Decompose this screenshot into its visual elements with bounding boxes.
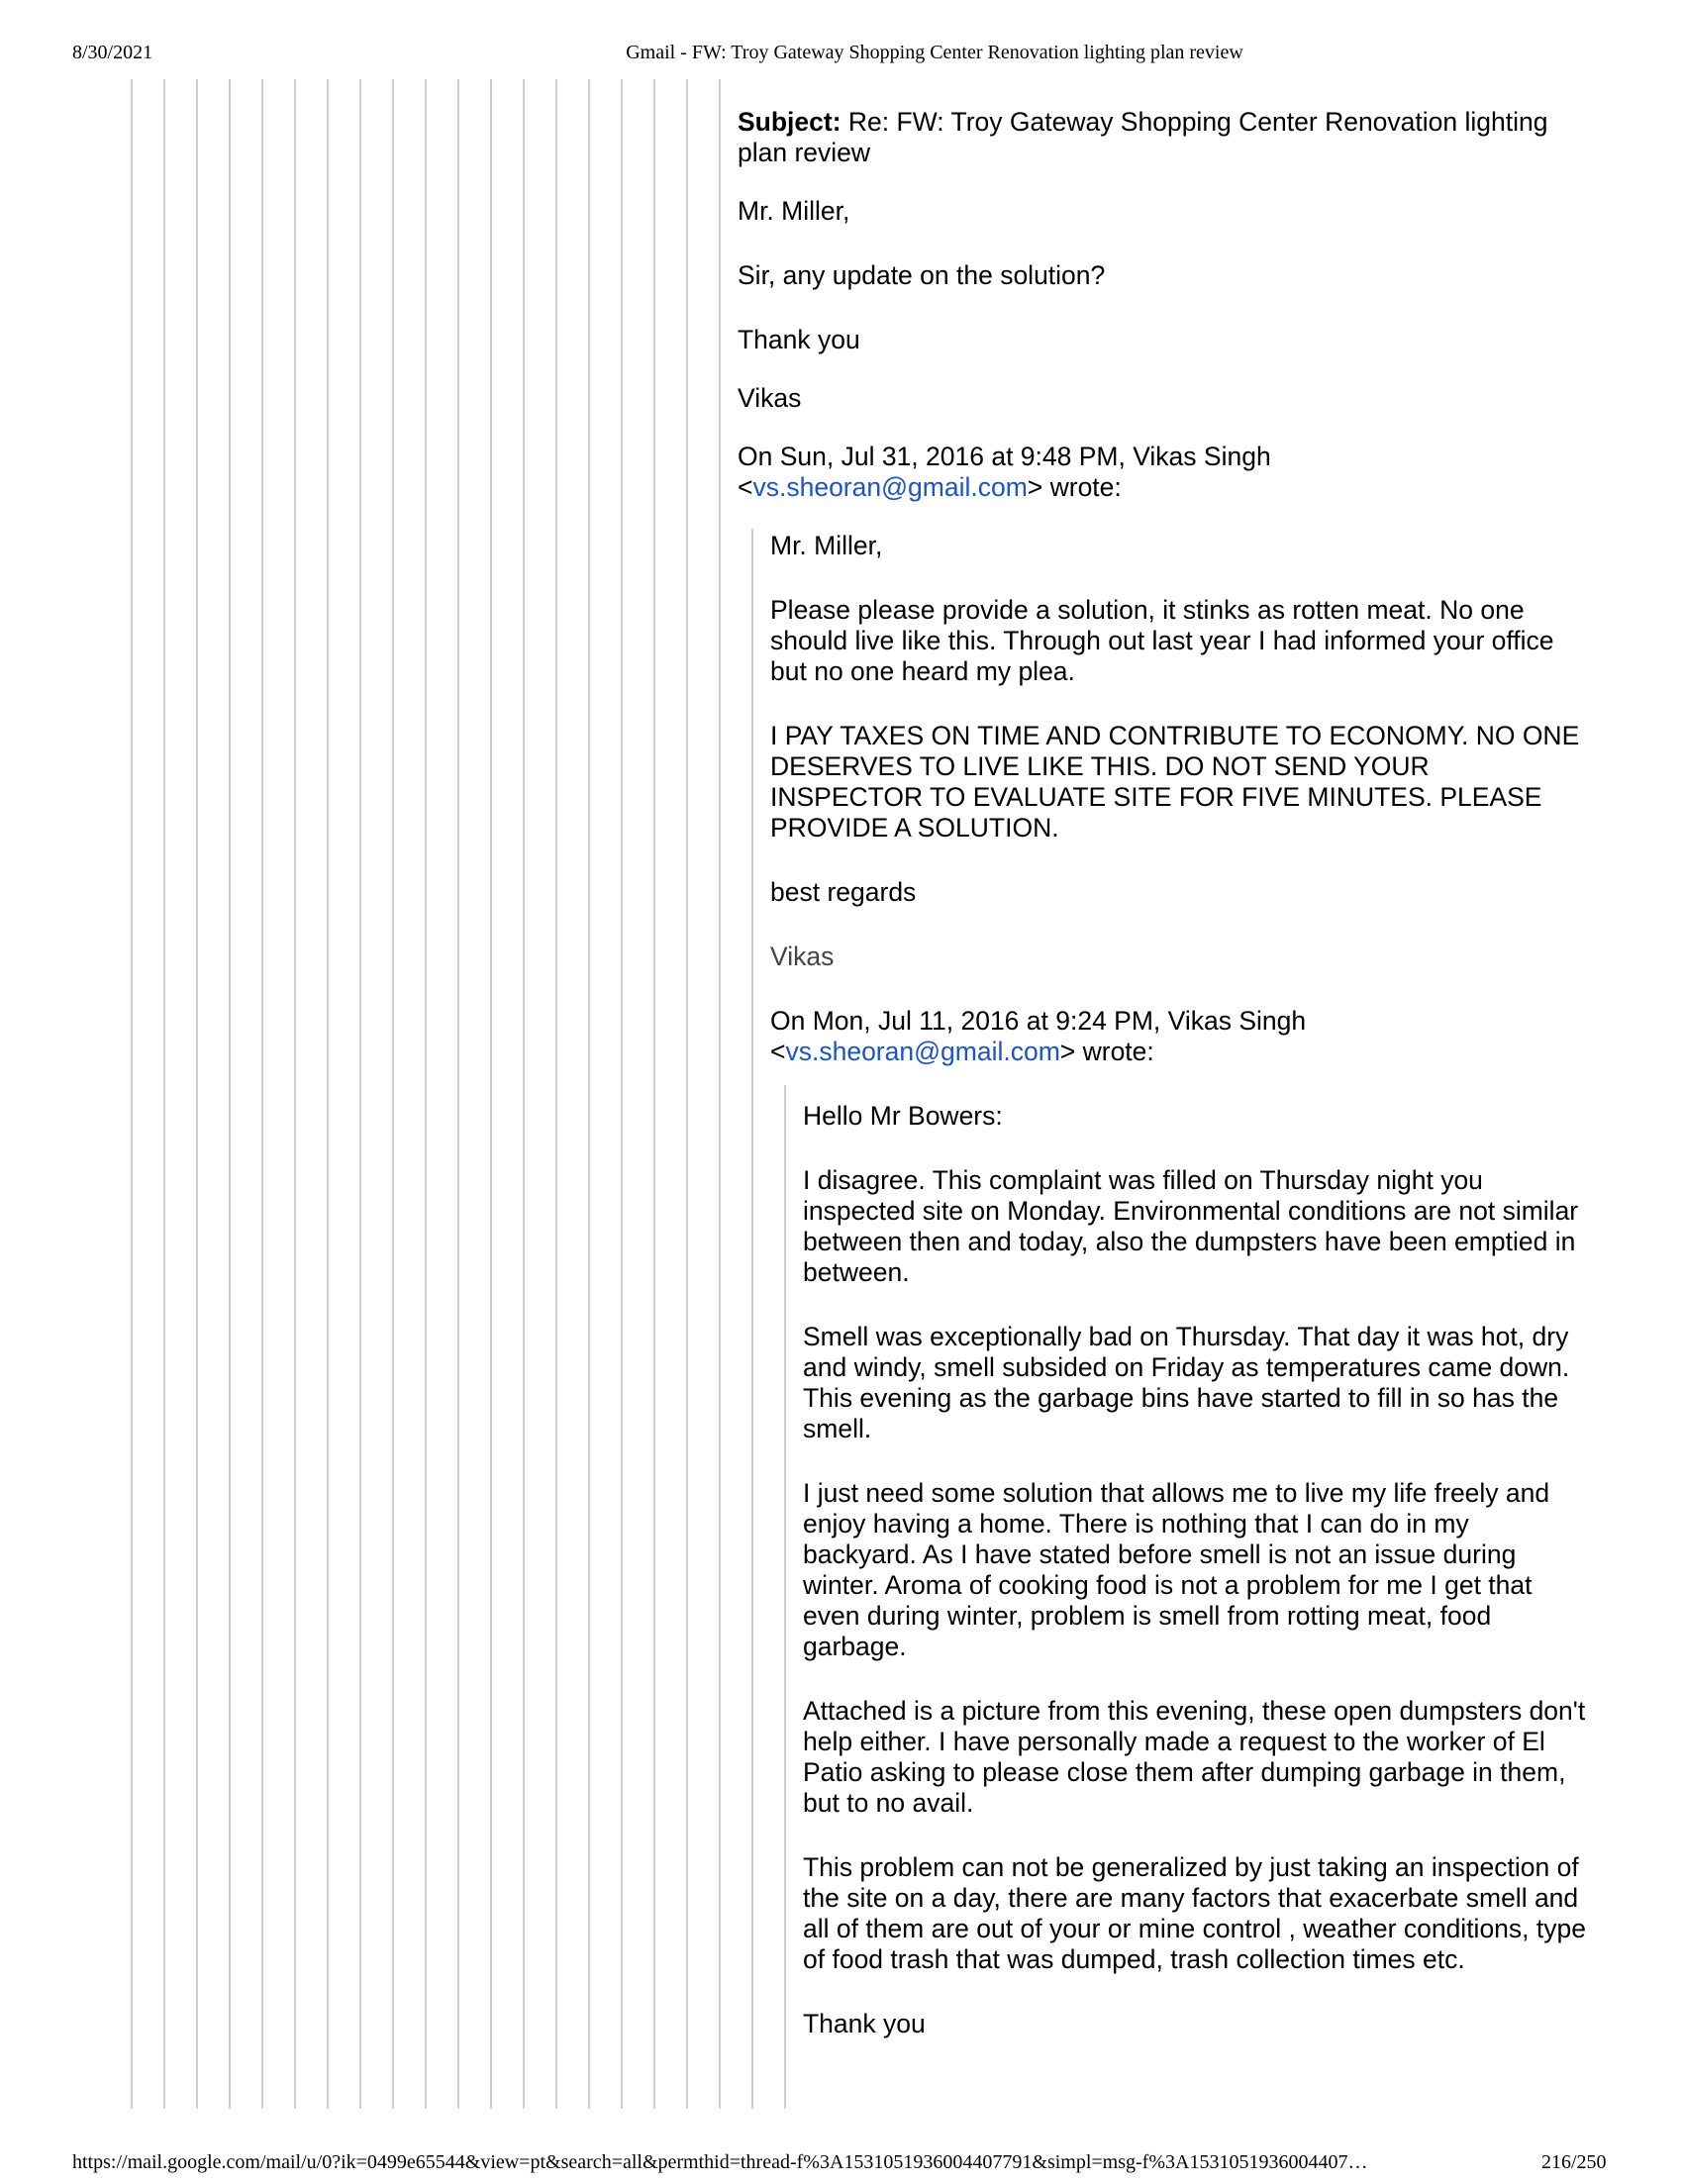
paragraph: I PAY TAXES ON TIME AND CONTRIBUTE TO ECONOMY. NO ONE DESERVES TO LIVE LIKE THIS. DO NOT SEND YOUR INSPECTOR TO EVALUATE SITE FOR FIVE MINUTES. PLEASE PROVIDE A SOLUTION. xyxy=(770,721,1580,843)
attribution-wrote: wrote: xyxy=(1049,472,1122,502)
print-header xyxy=(0,42,1683,67)
closing: Thank you xyxy=(803,2009,926,2038)
quote-rule xyxy=(425,79,427,2109)
quoted-message-2 xyxy=(803,1101,1589,2039)
reply-attribution: On Sun, Jul 31, 2016 at 9:48 PM, Vikas Singh <vs.sheoran@gmail.com> wrote: xyxy=(738,442,1271,502)
paragraph: I just need some solution that allows me to live my life freely and enjoy having a home. There is nothing that I can do in my backyard. As I have stated before smell is not an issue during winter. Aroma of cooking food is not a problem for me I get that even during winter, problem is smell from rotting meat, food garbage. xyxy=(803,1478,1550,1661)
paragraph: This problem can not be generalized by just taking an inspection of the site on a day, there are many factors that exacerbate smell and all of them are out of your or mine control , weather conditions, type of food trash that was dumped, trash collection times etc. xyxy=(803,1852,1586,1974)
greeting: Hello Mr Bowers: xyxy=(803,1101,1003,1131)
quote-rule xyxy=(294,79,296,2109)
email-message xyxy=(738,107,1589,2073)
reply-attribution: On Mon, Jul 11, 2016 at 9:24 PM, Vikas Singh <vs.sheoran@gmail.com> wrote: xyxy=(770,1006,1307,1066)
quote-rule xyxy=(359,79,361,2109)
attribution-text: On Sun, Jul 31, 2016 at 9:48 PM, Vikas Singh xyxy=(738,442,1271,471)
quoted-message-1 xyxy=(770,531,1589,2039)
paragraph: I disagree. This complaint was filled on Thursday night you inspected site on Monday. Environmental conditions are not similar between then and today, also the dumpsters have been emptied in between. xyxy=(803,1165,1579,1287)
signature: Vikas xyxy=(770,942,835,971)
print-url: https://mail.google.com/mail/u/0?ik=0499e65544&view=pt&search=all&permthid=thread-f%3A1531051936004407791&simpl=msg-f%3A1531051936004407… xyxy=(72,2151,1368,2173)
attribution-wrote: wrote: xyxy=(1082,1037,1154,1066)
signature: Vikas xyxy=(738,383,802,413)
paragraph: Smell was exceptionally bad on Thursday. That day it was hot, dry and windy, smell subsided on Friday as temperatures came down. This evening as the garbage bins have started to fill in so has the smell. xyxy=(803,1322,1570,1443)
quote-rule xyxy=(588,79,590,2109)
quote-rule xyxy=(163,79,165,2109)
email-link[interactable]: vs.sheoran@gmail.com xyxy=(785,1037,1060,1066)
greeting: Mr. Miller, xyxy=(770,531,883,560)
quote-rule xyxy=(392,79,394,2109)
subject-line xyxy=(738,107,1589,168)
quote-rule xyxy=(261,79,263,2109)
quote-rule xyxy=(490,79,492,2109)
closing: Thank you xyxy=(738,325,860,354)
paragraph: Attached is a picture from this evening, these open dumpsters don't help either. I have personally made a request to the worker of El Patio asking to please close them after dumping garbage in them, but to no avail. xyxy=(803,1696,1586,1818)
quote-rule xyxy=(229,79,231,2109)
quote-rule xyxy=(653,79,655,2109)
print-title: Gmail - FW: Troy Gateway Shopping Center Renovation lighting plan review xyxy=(626,42,1243,63)
email-link[interactable]: vs.sheoran@gmail.com xyxy=(752,472,1028,502)
quote-rule xyxy=(621,79,623,2109)
quote-rule xyxy=(327,79,329,2109)
quote-rule xyxy=(555,79,557,2109)
quote-rule xyxy=(686,79,688,2109)
closing: best regards xyxy=(770,877,917,907)
quote-rule xyxy=(131,79,133,2109)
attribution-text: On Mon, Jul 11, 2016 at 9:24 PM, Vikas Singh xyxy=(770,1006,1307,1036)
quote-rule xyxy=(523,79,525,2109)
quote-rule xyxy=(457,79,459,2109)
paragraph: Please please provide a solution, it stinks as rotten meat. No one should live like this. Through out last year I had informed your office but no one heard my plea. xyxy=(770,595,1554,686)
subject-label: Subject: xyxy=(738,107,842,137)
page-number: 216/250 xyxy=(1541,2151,1607,2173)
body-text: Sir, any update on the solution? xyxy=(738,260,1106,290)
quote-rule xyxy=(196,79,198,2109)
quote-rule xyxy=(719,79,721,2109)
print-date: 8/30/2021 xyxy=(72,42,153,63)
print-footer xyxy=(0,2151,1683,2184)
subject-text: Re: FW: Troy Gateway Shopping Center Renovation lighting plan review xyxy=(738,107,1548,167)
greeting: Mr. Miller, xyxy=(738,196,850,226)
